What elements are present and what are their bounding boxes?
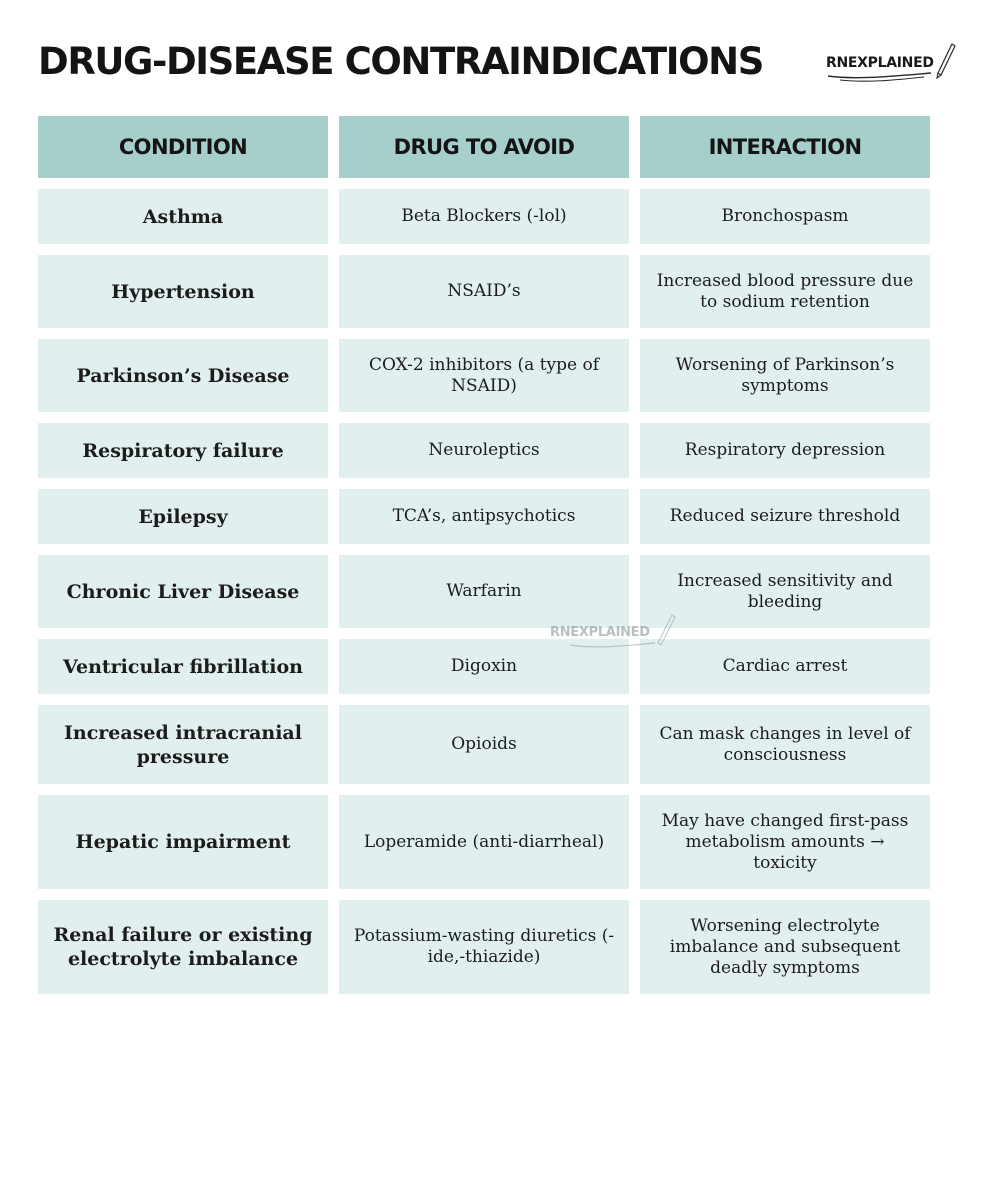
drug-cell: Beta Blockers (-lol)	[339, 189, 629, 244]
table-row	[38, 423, 930, 478]
condition-cell: Renal failure or existing electrolyte imbalance	[38, 900, 328, 994]
table-row	[38, 555, 930, 628]
interaction-cell: Bronchospasm	[640, 189, 930, 244]
table-row	[38, 639, 930, 694]
pen-signature-icon	[550, 612, 680, 652]
page-title: DRUG-DISEASE CONTRAINDICATIONS	[38, 40, 763, 83]
drug-cell: Neuroleptics	[339, 423, 629, 478]
condition-cell: Respiratory failure	[38, 423, 328, 478]
condition-cell: Parkinson’s Disease	[38, 339, 328, 412]
table-row	[38, 189, 930, 244]
condition-cell: Ventricular fibrillation	[38, 639, 328, 694]
interaction-cell: Worsening electrolyte imbalance and subsequent deadly symptoms	[640, 900, 930, 994]
interaction-cell: Respiratory depression	[640, 423, 930, 478]
drug-cell: TCA’s, antipsychotics	[339, 489, 629, 544]
column-header-condition: CONDITION	[38, 116, 328, 178]
interaction-cell: May have changed first-pass metabolism amounts → toxicity	[640, 795, 930, 889]
drug-cell: Warfarin	[339, 555, 629, 628]
table-row	[38, 795, 930, 889]
condition-cell: Asthma	[38, 189, 328, 244]
brand-name: RNEXPLAINED	[826, 55, 934, 71]
table-row	[38, 339, 930, 412]
column-header-drug: DRUG TO AVOID	[339, 116, 629, 178]
interaction-cell: Worsening of Parkinson’s symptoms	[640, 339, 930, 412]
interaction-cell: Increased blood pressure due to sodium retention	[640, 255, 930, 328]
condition-cell: Chronic Liver Disease	[38, 555, 328, 628]
table-row	[38, 705, 930, 784]
watermark-text: RNEXPLAINED	[550, 625, 650, 640]
watermark	[550, 612, 680, 652]
condition-cell: Epilepsy	[38, 489, 328, 544]
drug-cell: COX-2 inhibitors (a type of NSAID)	[339, 339, 629, 412]
interaction-cell: Reduced seizure threshold	[640, 489, 930, 544]
condition-cell: Hypertension	[38, 255, 328, 328]
brand-logo	[826, 42, 961, 84]
condition-cell: Hepatic impairment	[38, 795, 328, 889]
interaction-cell: Increased sensitivity and bleeding	[640, 555, 930, 628]
interaction-cell: Cardiac arrest	[640, 639, 930, 694]
contraindications-table	[38, 116, 930, 1005]
table-row	[38, 255, 930, 328]
drug-cell: NSAID’s	[339, 255, 629, 328]
drug-cell: Potassium-wasting diuretics (-ide,-thiazide)	[339, 900, 629, 994]
column-header-interaction: INTERACTION	[640, 116, 930, 178]
table-row	[38, 900, 930, 994]
drug-cell: Opioids	[339, 705, 629, 784]
pen-signature-icon	[826, 42, 961, 84]
drug-cell: Digoxin	[339, 639, 629, 694]
condition-cell: Increased intracranial pressure	[38, 705, 328, 784]
interaction-cell: Can mask changes in level of consciousness	[640, 705, 930, 784]
table-row	[38, 489, 930, 544]
table-header-row	[38, 116, 930, 178]
drug-cell: Loperamide (anti-diarrheal)	[339, 795, 629, 889]
